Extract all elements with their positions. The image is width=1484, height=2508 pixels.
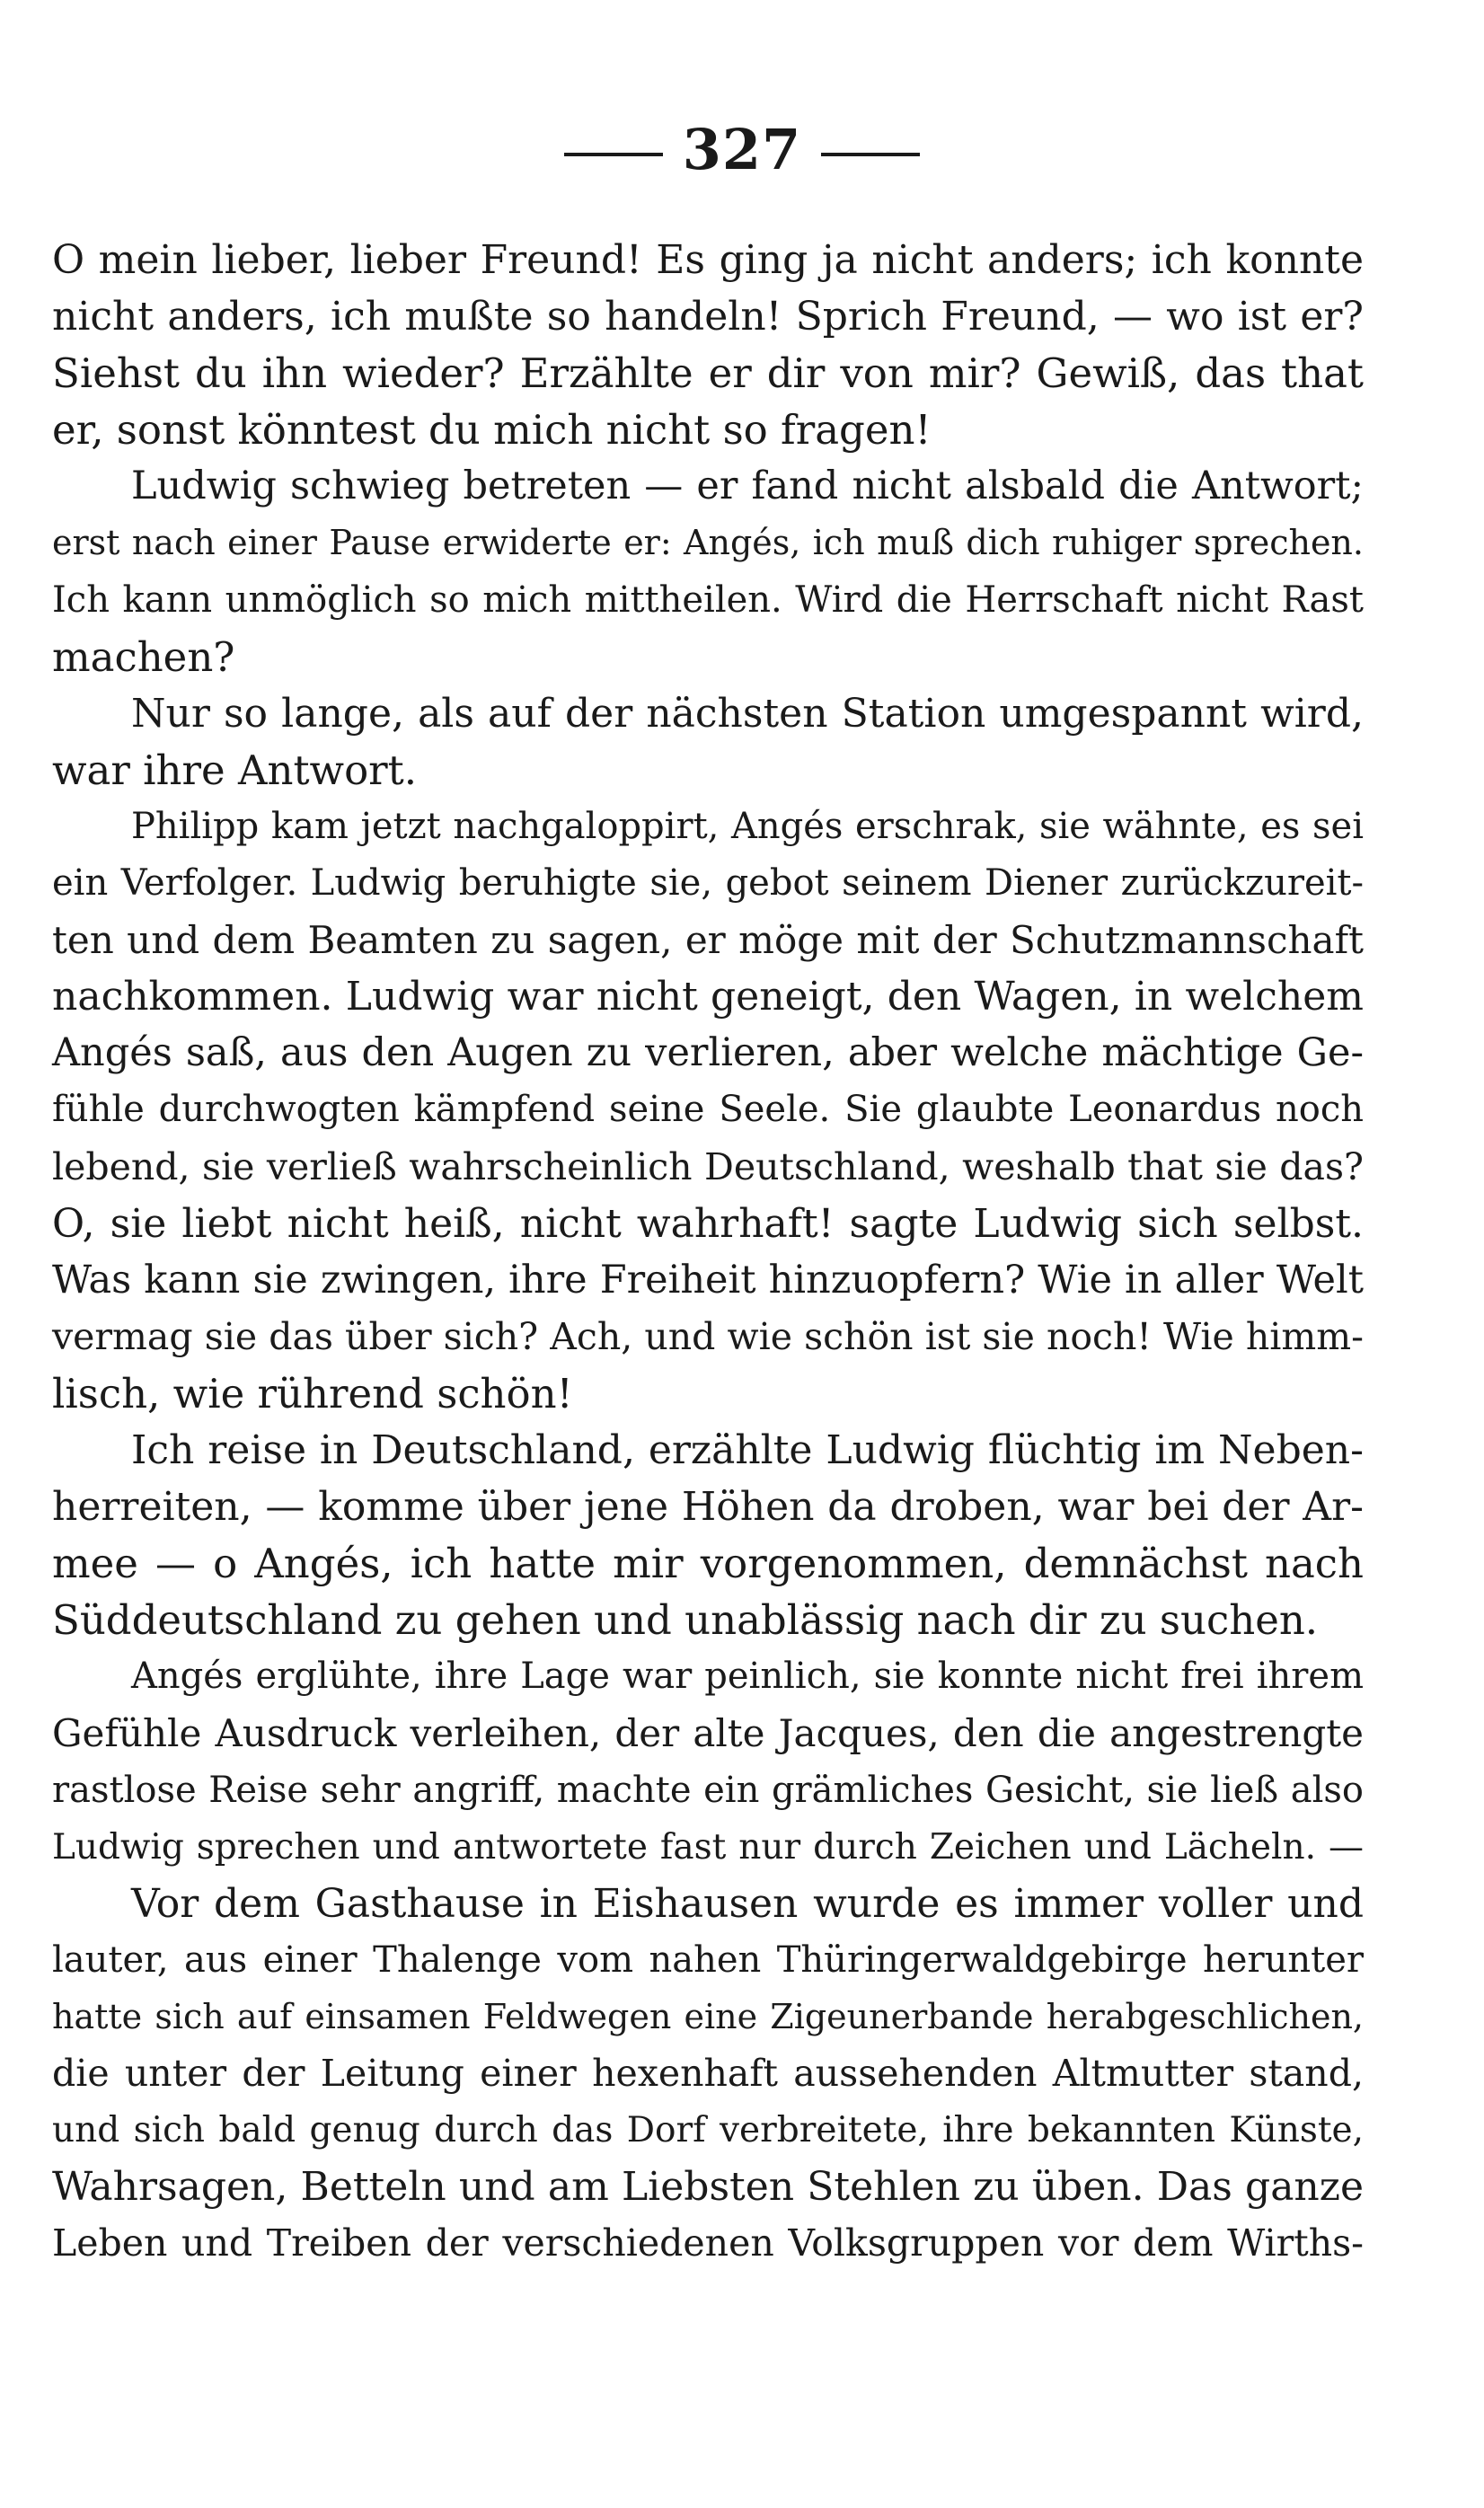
text-line: lisch, wie rührend schön! xyxy=(52,1369,573,1417)
text-line: O, sie liebt nicht heiß, nicht wahrhaft! sagte Ludwig sich selbst. xyxy=(52,1200,1364,1247)
text-line: Wahrsagen, Betteln und am Liebsten Stehlen zu üben. Das ganze xyxy=(52,2164,1364,2211)
text-line: Was kann sie zwingen, ihre Freiheit hinzuopfern? Wie in aller Welt xyxy=(52,1257,1364,1303)
text-line: ein Verfolger. Ludwig beruhigte sie, gebot seinem Diener zurückzureit- xyxy=(52,862,1364,905)
text-line: Philipp kam jetzt nachgaloppirt, Angés erschrak, sie wähnte, es sei xyxy=(131,805,1364,847)
text-line: und sich bald genug durch das Dorf verbreitete, ihre bekannten Künste, xyxy=(52,2110,1364,2151)
text-line: rastlose Reise sehr angriff, machte ein grämliches Gesicht, sie ließ also xyxy=(52,1769,1364,1811)
text-line: Süddeutschland zu gehen und unablässig nach dir zu suchen. xyxy=(52,1596,1319,1645)
text-line: die unter der Leitung einer hexenhaft aussehenden Altmutter stand, xyxy=(52,2052,1364,2095)
text-line: Ich reise in Deutschland, erzählte Ludwig flüchtig im Neben- xyxy=(131,1426,1364,1473)
text-line: Vor dem Gasthause in Eishausen wurde es immer voller und xyxy=(131,1880,1364,1927)
text-line: er, sonst könntest du mich nicht so fragen! xyxy=(52,406,932,455)
text-line: ten und dem Beamten zu sagen, er möge mit der Schutzmannschaft xyxy=(52,918,1364,963)
page-number: 327 xyxy=(682,117,802,182)
text-line: O mein lieber, lieber Freund! Es ging ja nicht anders; ich konnte xyxy=(52,237,1364,283)
text-line: nicht anders, ich mußte so handeln! Sprich Freund, — wo ist er? xyxy=(52,294,1364,340)
header-rule-right xyxy=(821,153,920,156)
text-line: Angés erglühte, ihre Lage war peinlich, sie konnte nicht frei ihrem xyxy=(131,1656,1364,1698)
text-line: nachkommen. Ludwig war nicht geneigt, den Wagen, in welchem xyxy=(52,974,1364,1020)
header-rule-left xyxy=(564,153,663,156)
text-line: machen? xyxy=(52,632,235,681)
page-body xyxy=(52,232,1364,2272)
text-line: war ihre Antwort. xyxy=(52,746,418,794)
text-line: lauter, aus einer Thalenge vom nahen Thüringerwaldgebirge herunter xyxy=(52,1938,1364,1981)
text-line: Leben und Treiben der verschiedenen Volksgruppen vor dem Wirths- xyxy=(52,2221,1364,2265)
text-line: Angés saß, aus den Augen zu verlieren, aber welche mächtige Ge- xyxy=(52,1030,1364,1076)
text-line: fühle durchwogten kämpfend seine Seele. Sie glaubte Leonardus noch xyxy=(52,1089,1364,1131)
text-line: Siehst du ihn wieder? Erzählte er dir von mir? Gewiß, das that xyxy=(52,349,1364,398)
page-header xyxy=(0,117,1484,182)
text-line: lebend, sie verließ wahrscheinlich Deutschland, weshalb that sie das? xyxy=(52,1144,1364,1188)
text-line: Gefühle Ausdruck verleihen, der alte Jacques, den die angestrengte xyxy=(52,1711,1364,1756)
text-line: Ludwig sprechen und antwortete fast nur durch Zeichen und Lächeln. — xyxy=(52,1826,1364,1868)
text-line: hatte sich auf einsamen Feldwegen eine Zigeunerbande herabgeschlichen, xyxy=(52,1996,1364,2036)
text-line: Ich kann unmöglich so mich mittheilen. Wird die Herrschaft nicht Rast xyxy=(52,578,1364,621)
text-line: Nur so lange, als auf der nächsten Station umgespannt wird, xyxy=(131,690,1364,737)
text-line: erst nach einer Pause erwiderte er: Angés, ich muß dich ruhiger sprechen. xyxy=(52,523,1364,563)
text-line: Ludwig schwieg betreten — er fand nicht alsbald die Antwort; xyxy=(131,464,1364,509)
text-line: herreiten, — komme über jene Höhen da droben, war bei der Ar- xyxy=(52,1484,1364,1531)
text-line: vermag sie das über sich? Ach, und wie schön ist sie noch! Wie himm- xyxy=(52,1314,1364,1358)
text-line: mee — o Angés, ich hatte mir vorgenommen, demnächst nach xyxy=(52,1540,1364,1588)
